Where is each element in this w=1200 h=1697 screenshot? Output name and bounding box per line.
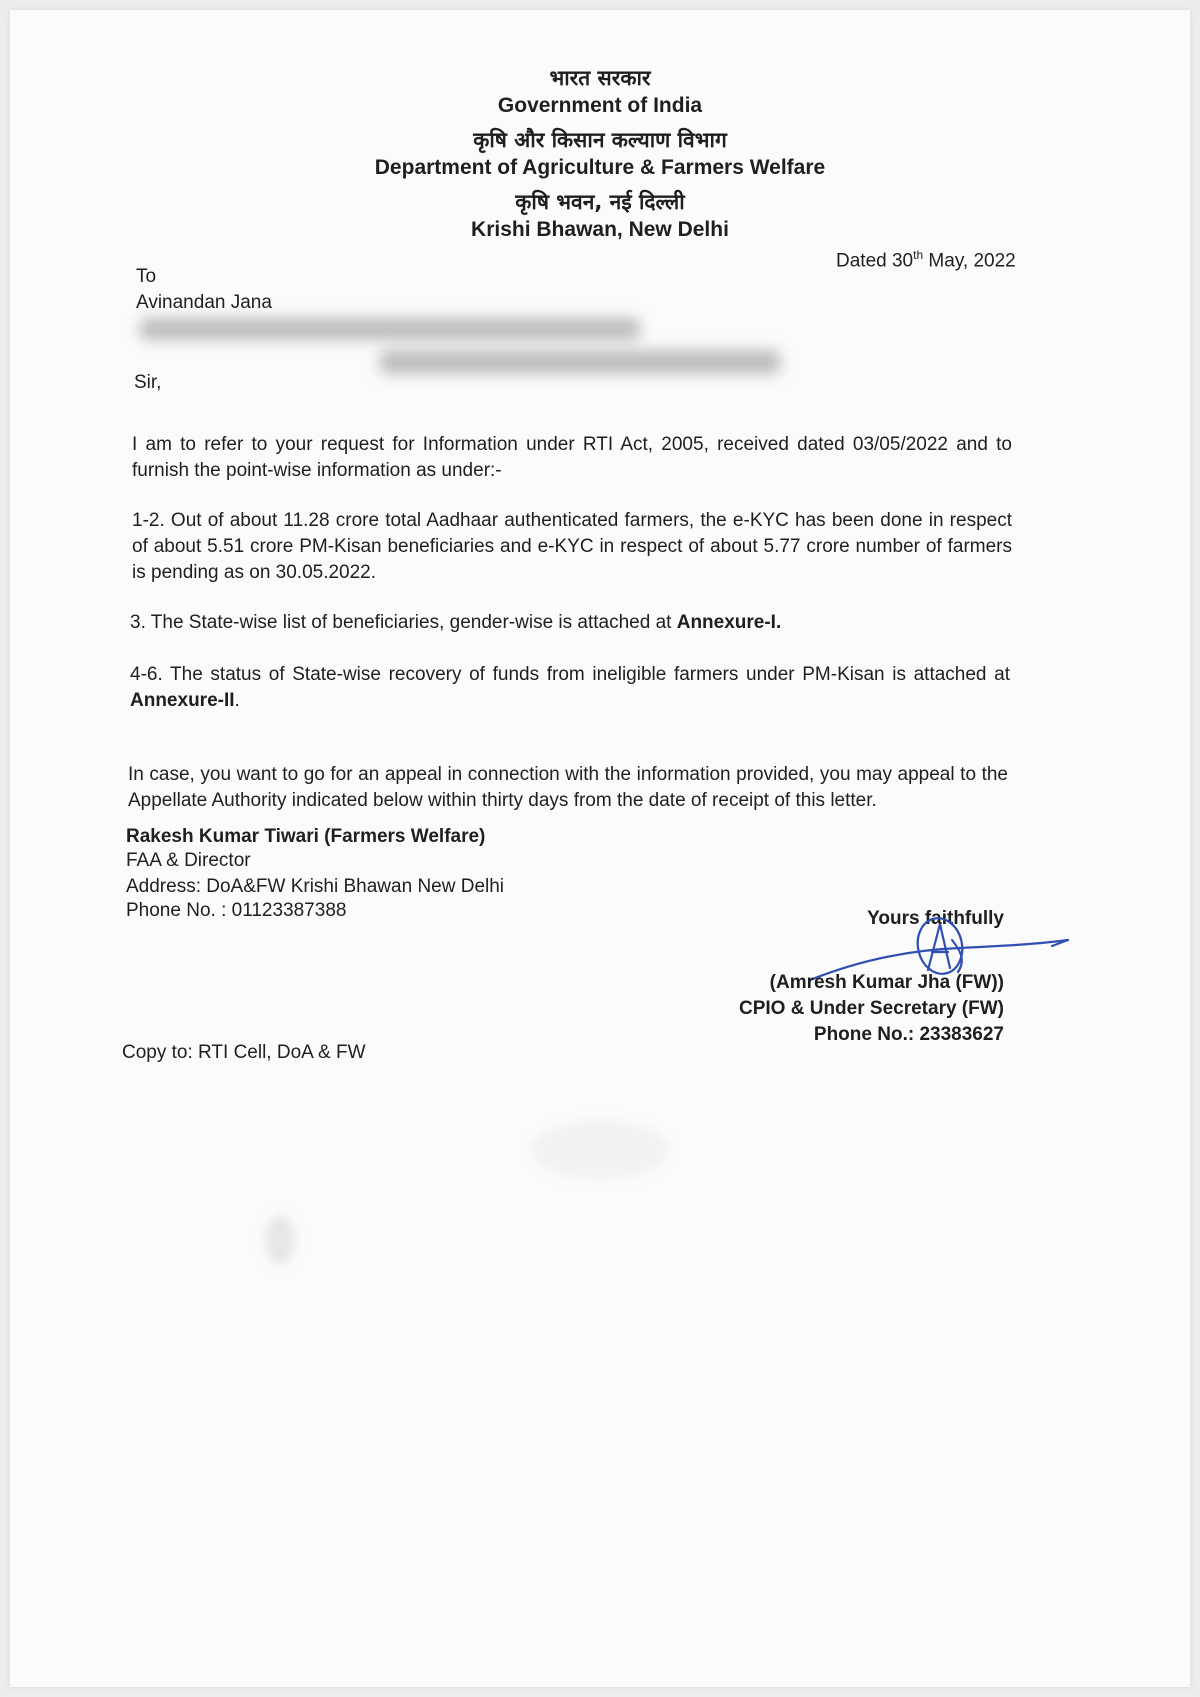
point-1-2: 1-2. Out of about 11.28 crore total Aadhaar authenticated farmers, the e-KYC has been done in respect of about 5.51 crore PM-Kisan beneficiaries and e-KYC in respect of about 5.77 crore number of farmers is pending as on 30.05.2022. [132,510,1012,583]
annexure-2: Annexure-II [130,690,235,711]
letter-date [836,248,1016,272]
point-4-6 [130,662,1010,714]
recipient-name: Avinandan Jana [136,292,272,313]
signatory-name: (Amresh Kumar Jha (FW)) [769,972,1004,993]
appeal-paragraph: In case, you want to go for an appeal in connection with the information provided, you may appeal to the Appellate Authority indicated below within thirty days from the date of receipt of this letter. [128,764,1008,811]
copy-to: Copy to: RTI Cell, DoA & FW [122,1042,366,1063]
redacted-address-line [140,318,640,340]
salutation: Sir, [134,372,162,393]
point-3-text: 3. The State-wise list of beneficiaries, gender-wise is attached at [130,612,677,633]
date-prefix: Dated 30 [836,250,914,272]
header-dept: Department of Agriculture & Farmers Welfare [374,156,826,179]
appellate-phone: Phone No. : 01123387388 [126,900,347,921]
closing-phrase: Yours faithfully [867,908,1004,929]
letter-page [10,10,1190,1687]
paper-smudge [265,1215,295,1265]
header-place: Krishi Bhawan, New Delhi [471,218,729,241]
signatory-phone: Phone No.: 23383627 [813,1024,1004,1045]
header-hindi-dept: कृषि और किसान कल्याण विभाग [473,128,727,152]
intro-paragraph: I am to refer to your request for Information under RTI Act, 2005, received dated 03/05/2022 and to furnish the point-wise information as under:- [132,434,1012,481]
header-hindi-place: कृषि भवन, नई दिल्ली [515,190,685,214]
point-4-6-end: . [234,690,240,711]
redacted-address-line [380,350,780,374]
point-4-6-text: 4-6. The status of State-wise recovery of funds from ineligible farmers under PM-Kisan is attached at [130,664,1010,685]
appellate-name: Rakesh Kumar Tiwari (Farmers Welfare) [126,826,486,847]
date-suffix: th [913,248,924,262]
recipient-to: To [136,266,157,287]
appellate-designation: FAA & Director [126,850,251,871]
appellate-address: Address: DoA&FW Krishi Bhawan New Delhi [126,876,505,897]
header-govt: Government of India [497,94,703,117]
signatory-designation: CPIO & Under Secretary (FW) [739,998,1004,1019]
paper-smudge [530,1120,670,1180]
date-rest: May, 2022 [923,250,1016,272]
annexure-1: Annexure-I. [676,612,782,633]
point-3 [130,610,1010,636]
header-hindi-govt: भारत सरकार [549,66,651,90]
